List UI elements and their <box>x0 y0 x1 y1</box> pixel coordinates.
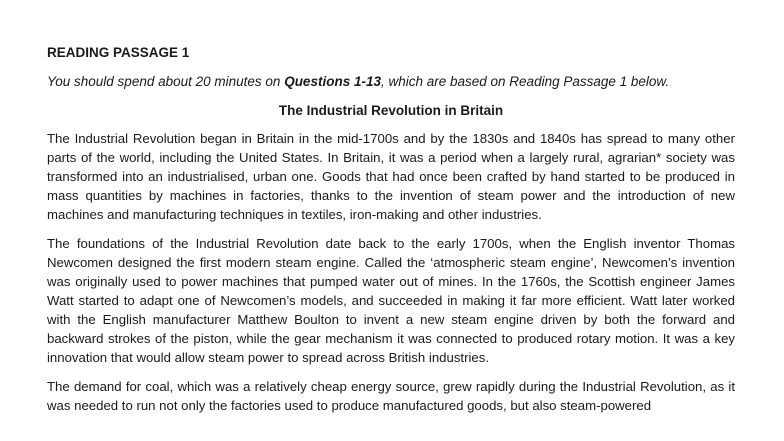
passage-instruction <box>47 73 735 91</box>
instruction-text-end: , which are based on Reading Passage 1 below. <box>380 74 670 89</box>
passage-title: The Industrial Revolution in Britain <box>278 103 504 118</box>
paragraph-3: The demand for coal, which was a relatively cheap energy source, grew rapidly during the Industrial Revolution, as it was needed to run not only the factories used to produce manufactured goods, but also steam-powered <box>47 379 735 413</box>
passage-heading: READING PASSAGE 1 <box>47 45 190 60</box>
paragraph-1: The Industrial Revolution began in Britain in the mid-1700s and by the 1830s and 1840s has spread to many other parts of the world, including the United States. In Britain, it was a period when a largely rural, agrarian* society was transformed into an industrialised, urban one. Goods that had once been crafted by hand started to be produced in mass quantities by machines in factories, thanks to the invention of steam power and the introduction of new machines and manufacturing techniques in textiles, iron-making and other industries. <box>47 131 735 222</box>
instruction-text-start: You should spend about 20 minutes on <box>47 74 285 89</box>
reading-passage <box>47 44 735 425</box>
instruction-questions: Questions 1-13 <box>284 74 381 89</box>
paragraph-2: The foundations of the Industrial Revolution date back to the early 1700s, when the English inventor Thomas Newcomen designed the first modern steam engine. Called the ‘atmospheric steam engine’, Newcomen’s invention was originally used to power machines that pumped water out of mines. In the 1760s, the Scottish engineer James Watt started to adapt one of Newcomen’s models, and succeeded in making it far more efficient. Watt later worked with the English manufacturer Matthew Boulton to invent a new steam engine driven by both the forward and backward strokes of the piston, while the gear mechanism it was connected to produced rotary motion. It was a key innovation that would allow steam power to spread across British industries. <box>47 236 735 365</box>
